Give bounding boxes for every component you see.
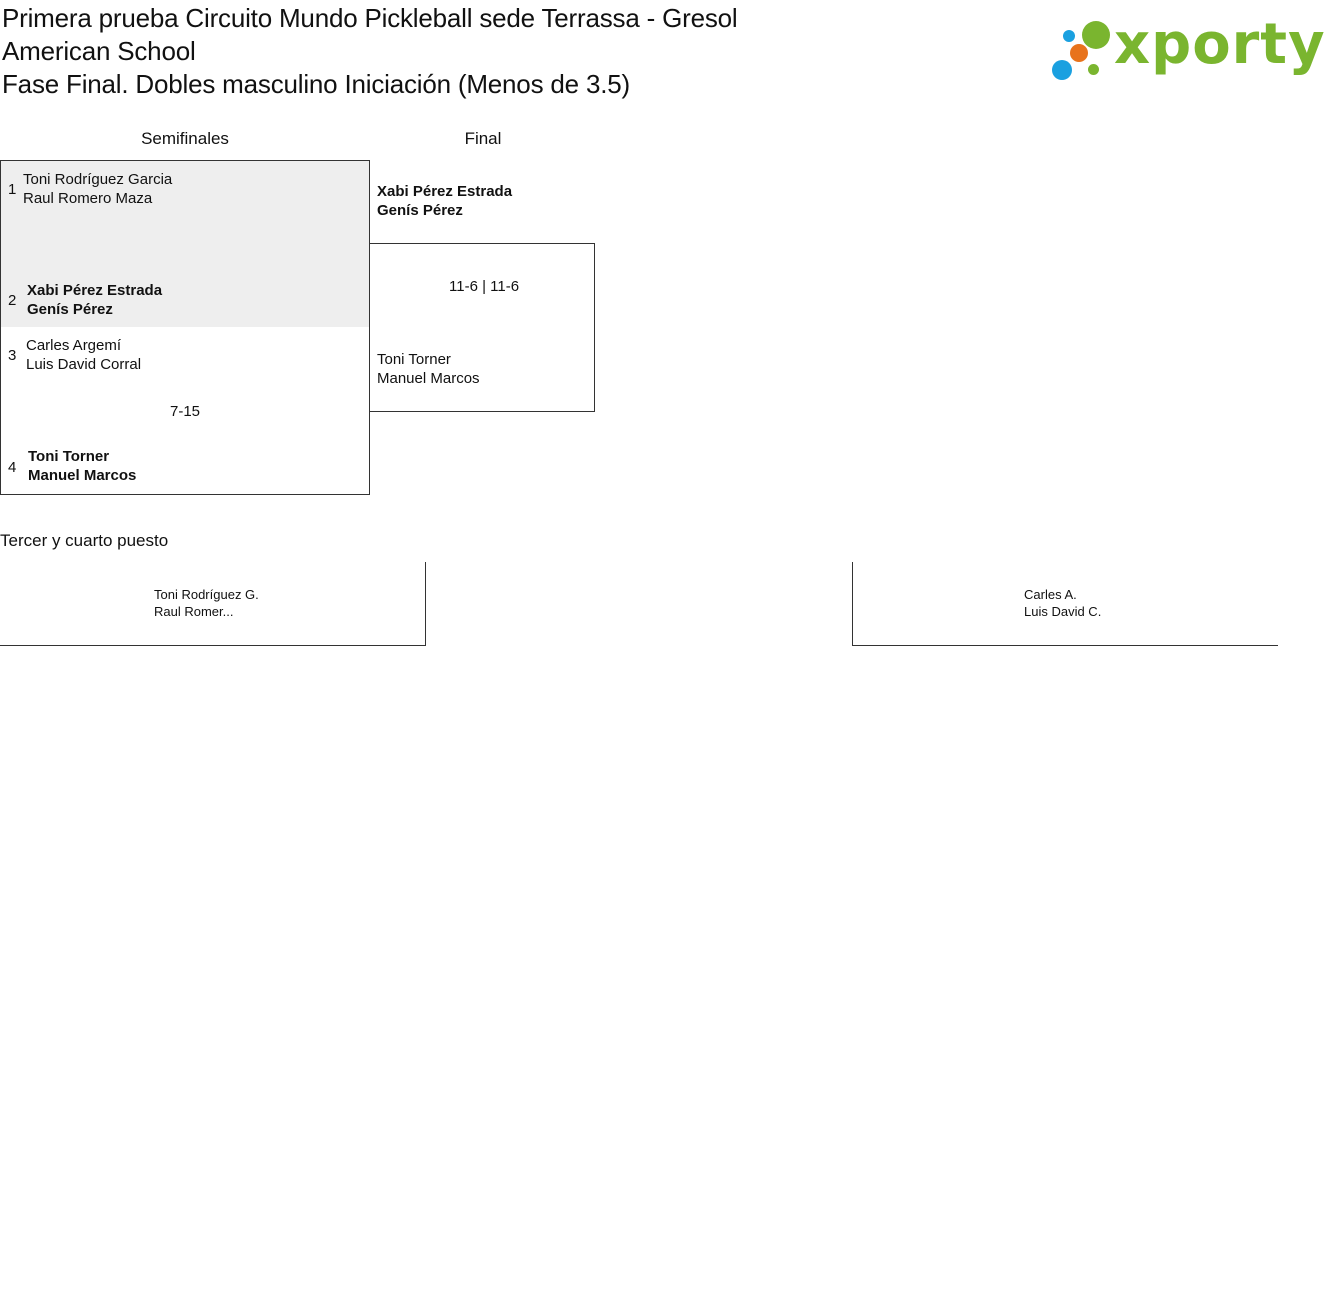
page-subtitle: Fase Final. Dobles masculino Iniciación (Menos de 3.5) <box>2 69 630 99</box>
page-title-line1: Primera prueba Circuito Mundo Pickleball sede Terrassa - Gresol <box>2 3 738 33</box>
logo-dot-green-large <box>1082 21 1110 49</box>
third-place-team-1 <box>154 586 259 620</box>
seed-number: 3 <box>8 347 17 364</box>
player-name: Luis David C. <box>1024 604 1102 619</box>
third-place-team-1-box[interactable] <box>0 562 426 646</box>
round-header-final: Final <box>464 129 502 148</box>
logo-dot-blue-large <box>1052 60 1072 80</box>
player-name: Raul Romero Maza <box>23 190 153 207</box>
semifinal-match-2[interactable] <box>0 327 370 495</box>
seed-number: 2 <box>8 292 17 309</box>
page-title-line2: American School <box>2 36 196 66</box>
final-match[interactable] <box>370 243 595 412</box>
semifinal-1-team-2[interactable] <box>27 281 162 319</box>
xporty-logo[interactable] <box>1050 12 1326 84</box>
player-name: Luis David Corral <box>26 356 142 373</box>
player-name: Toni Torner <box>377 351 451 368</box>
player-name: Carles Argemí <box>26 337 122 354</box>
logo-dot-orange <box>1070 44 1088 62</box>
semifinal-1-team-1[interactable] <box>23 170 172 208</box>
logo-dot-green-small <box>1088 64 1099 75</box>
round-header-semifinals: Semifinales <box>141 129 229 148</box>
third-place-team-2 <box>1024 586 1101 620</box>
semifinal-2-team-2[interactable] <box>28 447 136 485</box>
third-place-team-2-box[interactable] <box>852 562 1278 646</box>
seed-number: 1 <box>8 181 17 198</box>
match-score: 11-6 | 11-6 <box>449 278 520 295</box>
player-name: Xabi Pérez Estrada <box>27 282 163 299</box>
player-name: Toni Rodríguez G. <box>154 587 259 602</box>
player-name: Carles A. <box>1024 587 1077 602</box>
player-name: Xabi Pérez Estrada <box>377 183 513 200</box>
player-name: Genís Pérez <box>377 202 463 219</box>
semifinal-match-1[interactable] <box>0 160 370 328</box>
player-name: Toni Rodríguez Garcia <box>23 171 173 188</box>
final-team-1[interactable] <box>377 182 512 220</box>
player-name: Toni Torner <box>28 448 110 465</box>
player-name: Manuel Marcos <box>28 467 137 484</box>
player-name: Genís Pérez <box>27 301 113 318</box>
logo-dot-blue-small <box>1063 30 1075 42</box>
third-place-title: Tercer y cuarto puesto <box>0 531 169 550</box>
match-score: 7-15 <box>170 403 201 420</box>
player-name: Raul Romer... <box>154 604 234 619</box>
player-name: Manuel Marcos <box>377 370 480 387</box>
seed-number: 4 <box>8 459 17 476</box>
page-title <box>2 2 862 101</box>
semifinal-2-team-1[interactable] <box>26 336 141 374</box>
logo-wordmark: xporty <box>1114 12 1326 77</box>
final-team-2[interactable] <box>377 350 480 388</box>
